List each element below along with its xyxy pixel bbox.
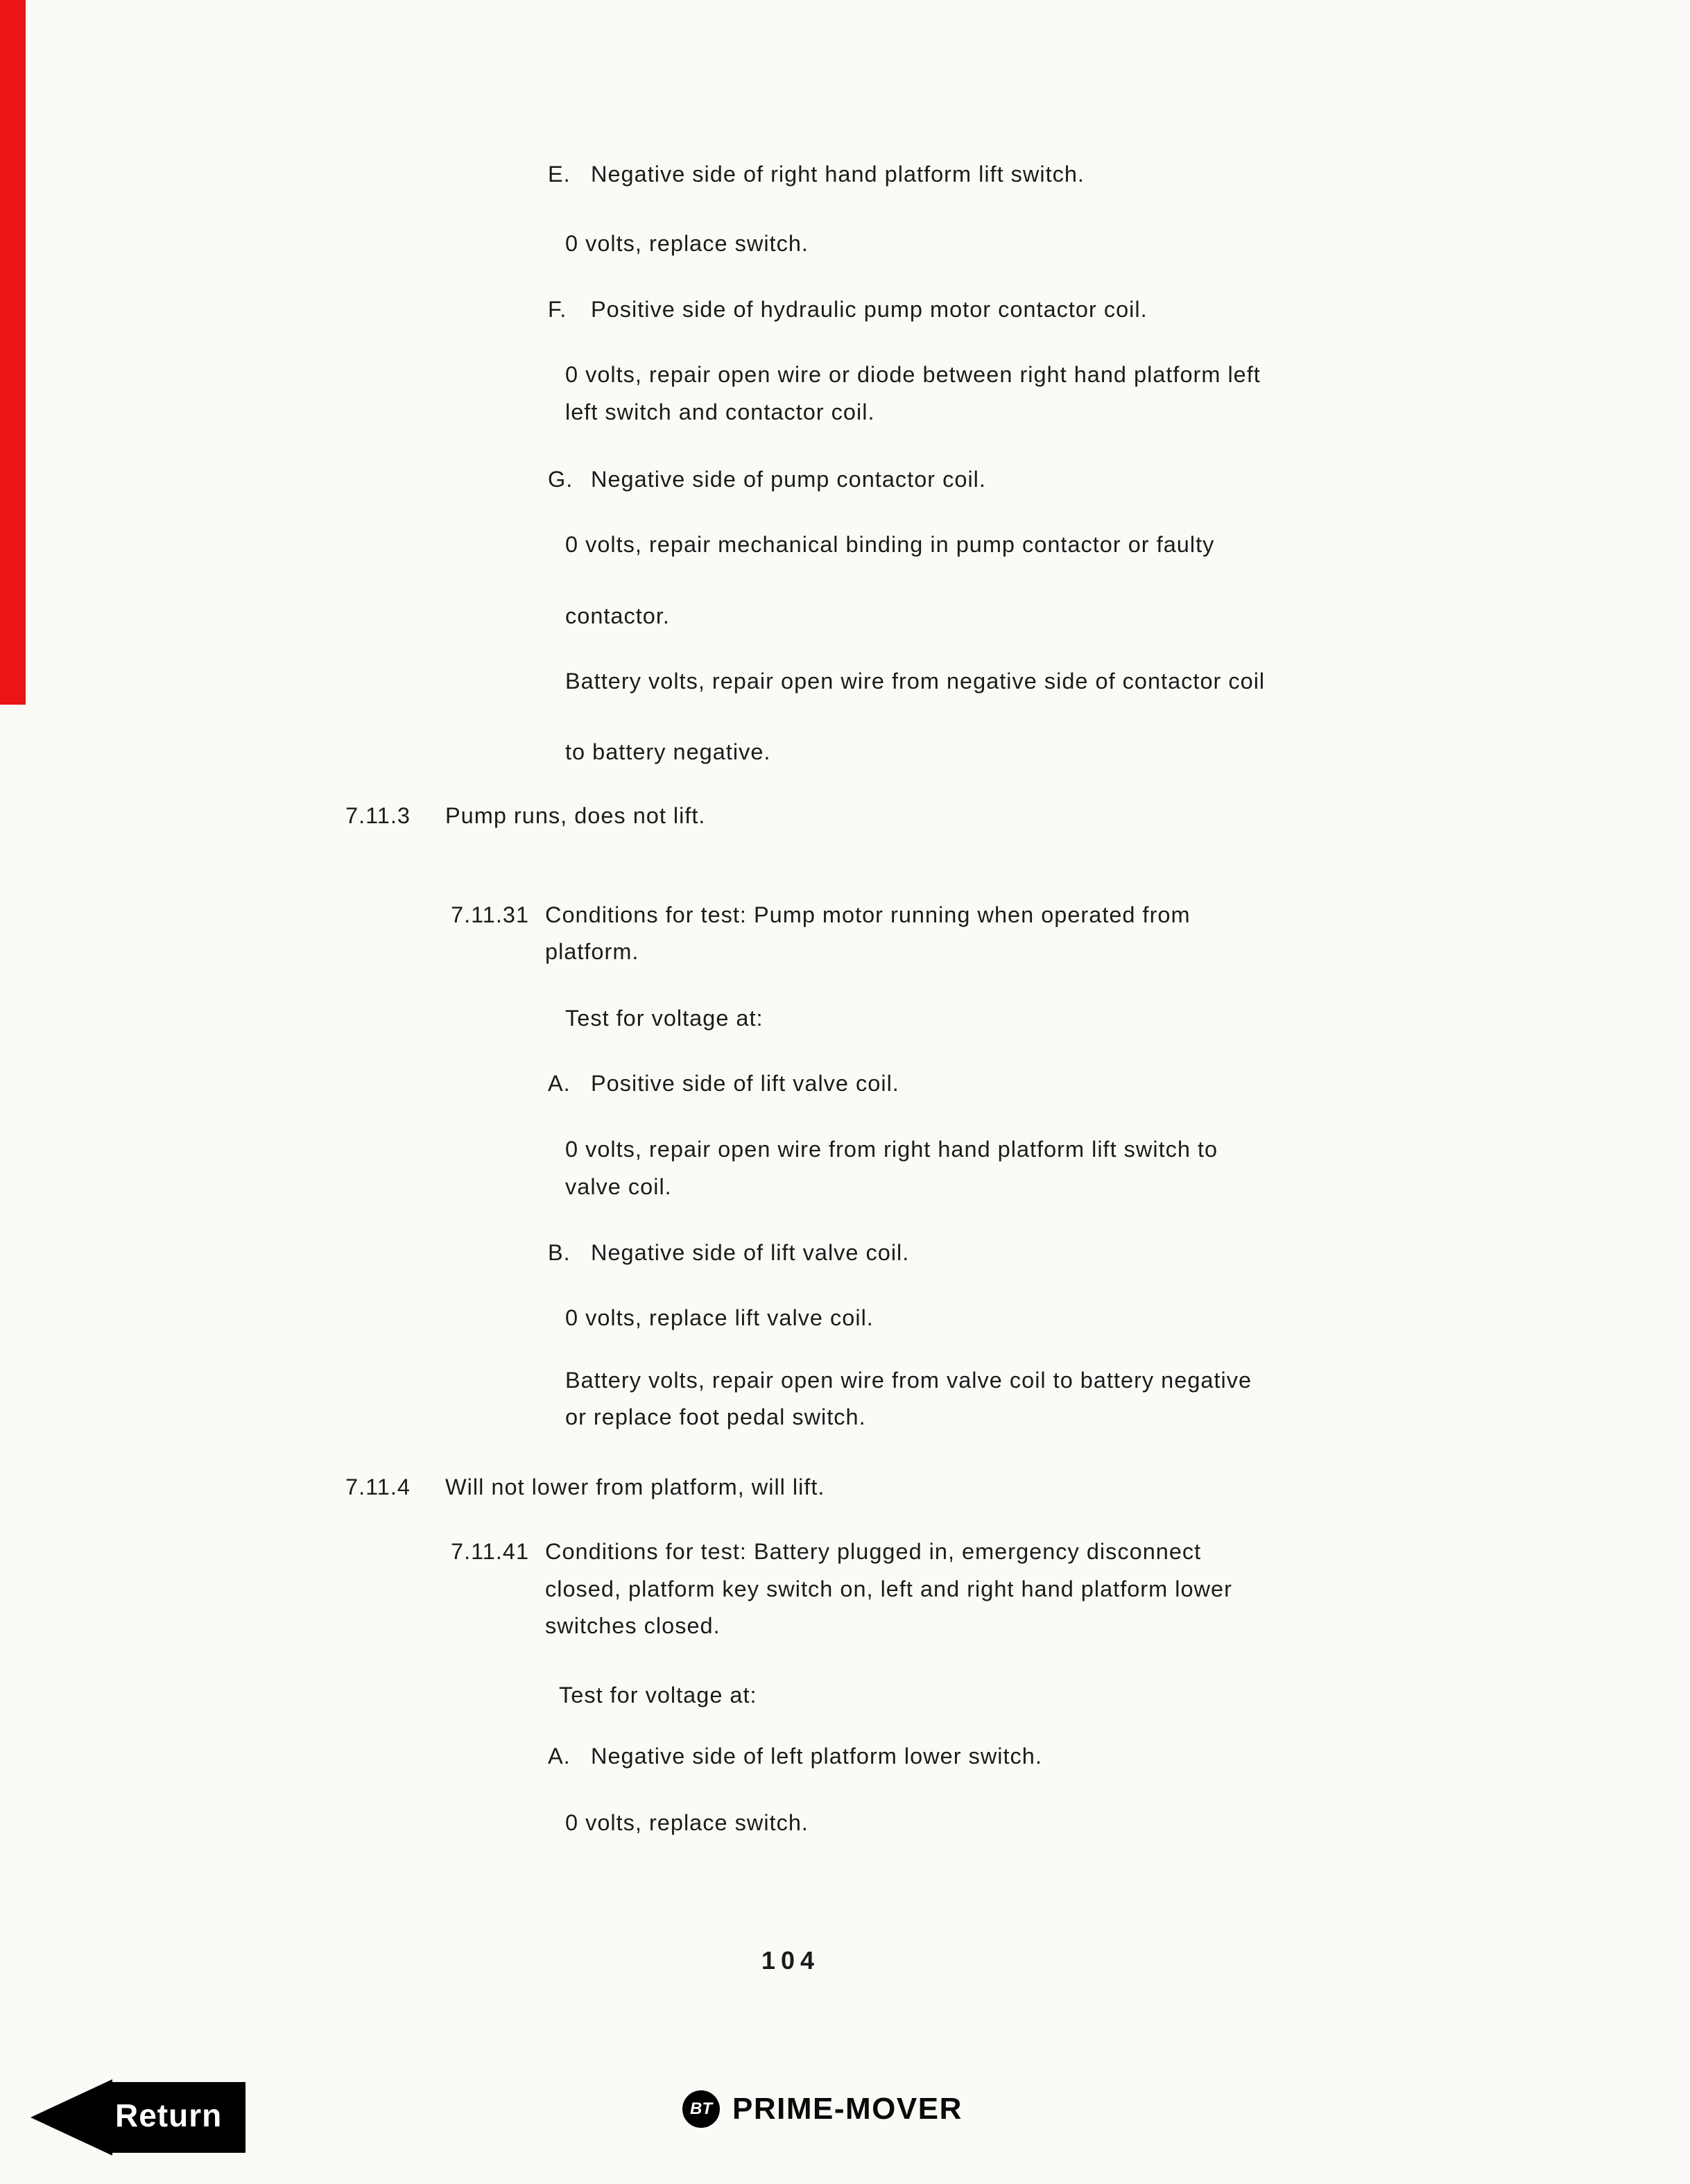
section-title: Pump runs, does not lift.: [445, 803, 706, 828]
result-line: 0 volts, repair open wire or diode between right hand platform left: [565, 362, 1261, 387]
item-letter: G.: [548, 467, 574, 492]
section-continuation: platform.: [545, 939, 639, 964]
left-arrow-icon: [31, 2079, 112, 2156]
section-7-11-31: [451, 902, 1191, 929]
result-line: left switch and contactor coil.: [565, 399, 875, 424]
result-line: 0 volts, replace switch.: [565, 1810, 809, 1835]
item-letter: B.: [548, 1240, 571, 1265]
section-7-11-4: [345, 1474, 825, 1501]
list-item-a1: [548, 1070, 899, 1097]
list-item-f: [548, 296, 1148, 323]
section-continuation: closed, platform key switch on, left and right hand platform lower: [545, 1576, 1232, 1601]
item-text: Negative side of right hand platform lift switch.: [591, 162, 1085, 187]
page-number: 104: [761, 1946, 820, 1975]
result-line: valve coil.: [565, 1174, 672, 1199]
test-voltage-line: Test for voltage at:: [559, 1683, 757, 1708]
result-line: 0 volts, repair mechanical binding in pump contactor or faulty: [565, 532, 1215, 557]
section-number: 7.11.31: [451, 902, 530, 927]
section-title: Will not lower from platform, will lift.: [445, 1474, 825, 1499]
result-line: to battery negative.: [565, 739, 771, 764]
red-margin-bar: [0, 0, 26, 705]
section-number: 7.11.41: [451, 1539, 530, 1564]
item-letter: E.: [548, 162, 571, 187]
result-line: or replace foot pedal switch.: [565, 1404, 866, 1429]
item-letter: F.: [548, 297, 567, 322]
brand-logo: [682, 2090, 963, 2128]
section-7-11-41: [451, 1538, 1201, 1565]
item-text: Negative side of pump contactor coil.: [591, 467, 986, 492]
result-line: 0 volts, replace switch.: [565, 231, 809, 256]
item-text: Negative side of left platform lower switch.: [591, 1744, 1042, 1769]
section-title: Conditions for test: Battery plugged in, emergency disconnect: [545, 1539, 1202, 1564]
item-text: Negative side of lift valve coil.: [591, 1240, 910, 1265]
item-letter: A.: [548, 1071, 571, 1096]
result-line: Battery volts, repair open wire from valve coil to battery negative: [565, 1368, 1252, 1393]
bt-logo-icon: BT: [682, 2090, 720, 2128]
return-button[interactable]: [31, 2079, 245, 2156]
result-line: Battery volts, repair open wire from negative side of contactor coil: [565, 669, 1266, 694]
brand-name: PRIME-MOVER: [732, 2092, 963, 2126]
section-title: Conditions for test: Pump motor running when operated from: [545, 902, 1191, 927]
result-line: contactor.: [565, 603, 670, 628]
result-line: 0 volts, replace lift valve coil.: [565, 1305, 874, 1330]
result-line: 0 volts, repair open wire from right hand platform lift switch to: [565, 1137, 1218, 1162]
list-item-g: [548, 466, 986, 493]
test-voltage-line: Test for voltage at:: [565, 1006, 764, 1031]
item-text: Positive side of hydraulic pump motor contactor coil.: [591, 297, 1148, 322]
item-text: Positive side of lift valve coil.: [591, 1071, 899, 1096]
list-item-a2: [548, 1743, 1042, 1770]
list-item-b1: [548, 1239, 909, 1266]
return-button-label: Return: [111, 2082, 245, 2153]
item-letter: A.: [548, 1744, 571, 1769]
section-number: 7.11.4: [345, 1474, 411, 1499]
list-item-e: [548, 161, 1085, 188]
section-number: 7.11.3: [345, 803, 411, 828]
section-continuation: switches closed.: [545, 1613, 721, 1638]
section-7-11-3: [345, 802, 705, 829]
